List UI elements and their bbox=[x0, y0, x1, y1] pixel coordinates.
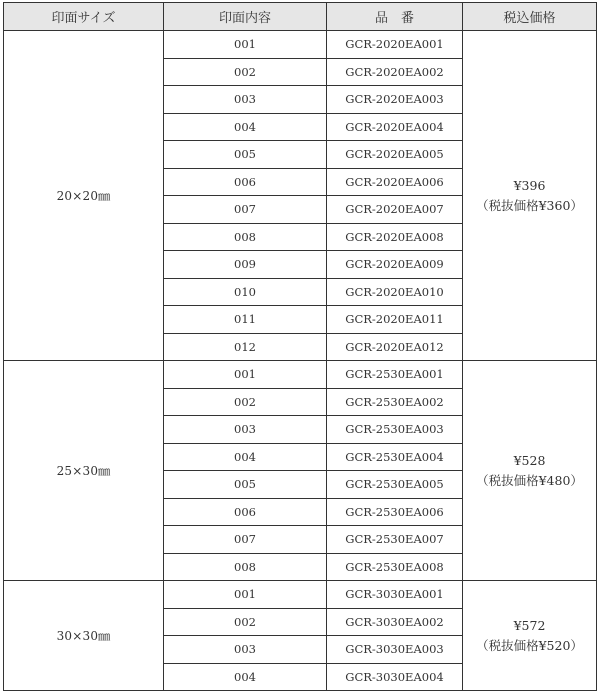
content-cell: 004 bbox=[164, 113, 327, 141]
size-cell: 30×30㎜ bbox=[4, 581, 164, 691]
price-incl-tax: ¥396 bbox=[513, 177, 546, 193]
price-incl-tax: ¥572 bbox=[513, 617, 546, 633]
content-cell: 003 bbox=[164, 416, 327, 444]
product-number-cell: GCR-2020EA004 bbox=[327, 113, 463, 141]
content-cell: 004 bbox=[164, 663, 327, 691]
product-number-cell: GCR-2020EA010 bbox=[327, 278, 463, 306]
product-number-cell: GCR-2530EA003 bbox=[327, 416, 463, 444]
table-body bbox=[4, 31, 597, 691]
content-cell: 002 bbox=[164, 58, 327, 86]
content-cell: 002 bbox=[164, 608, 327, 636]
header-price: 税込価格 bbox=[463, 3, 597, 31]
content-cell: 001 bbox=[164, 581, 327, 609]
price-excl-tax: （税抜価格¥520） bbox=[476, 637, 583, 653]
price-incl-tax: ¥528 bbox=[513, 452, 546, 468]
price-cell bbox=[463, 31, 597, 361]
table-row bbox=[4, 581, 597, 609]
header-size: 印面サイズ bbox=[4, 3, 164, 31]
table-row bbox=[4, 31, 597, 59]
content-cell: 002 bbox=[164, 388, 327, 416]
table-row bbox=[4, 361, 597, 389]
content-cell: 008 bbox=[164, 553, 327, 581]
content-cell: 007 bbox=[164, 196, 327, 224]
product-number-cell: GCR-2530EA007 bbox=[327, 526, 463, 554]
product-number-cell: GCR-3030EA001 bbox=[327, 581, 463, 609]
content-cell: 009 bbox=[164, 251, 327, 279]
product-number-cell: GCR-2020EA007 bbox=[327, 196, 463, 224]
content-cell: 010 bbox=[164, 278, 327, 306]
product-number-cell: GCR-2020EA001 bbox=[327, 31, 463, 59]
product-number-cell: GCR-2020EA002 bbox=[327, 58, 463, 86]
product-number-cell: GCR-2530EA004 bbox=[327, 443, 463, 471]
product-number-cell: GCR-2530EA006 bbox=[327, 498, 463, 526]
product-number-cell: GCR-3030EA002 bbox=[327, 608, 463, 636]
content-cell: 006 bbox=[164, 168, 327, 196]
header-product-number: 品 番 bbox=[327, 3, 463, 31]
product-number-cell: GCR-3030EA003 bbox=[327, 636, 463, 664]
product-number-cell: GCR-2530EA008 bbox=[327, 553, 463, 581]
product-number-cell: GCR-2020EA005 bbox=[327, 141, 463, 169]
content-cell: 003 bbox=[164, 86, 327, 114]
price-table bbox=[3, 2, 597, 691]
content-cell: 006 bbox=[164, 498, 327, 526]
size-cell: 20×20㎜ bbox=[4, 31, 164, 361]
price-cell bbox=[463, 361, 597, 581]
size-cell: 25×30㎜ bbox=[4, 361, 164, 581]
product-number-cell: GCR-2020EA009 bbox=[327, 251, 463, 279]
content-cell: 011 bbox=[164, 306, 327, 334]
product-number-cell: GCR-2530EA001 bbox=[327, 361, 463, 389]
price-table-container bbox=[3, 2, 596, 691]
content-cell: 003 bbox=[164, 636, 327, 664]
table-header-row bbox=[4, 3, 597, 31]
product-number-cell: GCR-2020EA011 bbox=[327, 306, 463, 334]
product-number-cell: GCR-2530EA005 bbox=[327, 471, 463, 499]
content-cell: 001 bbox=[164, 361, 327, 389]
content-cell: 008 bbox=[164, 223, 327, 251]
content-cell: 012 bbox=[164, 333, 327, 361]
content-cell: 004 bbox=[164, 443, 327, 471]
content-cell: 007 bbox=[164, 526, 327, 554]
product-number-cell: GCR-2020EA012 bbox=[327, 333, 463, 361]
product-number-cell: GCR-2020EA008 bbox=[327, 223, 463, 251]
product-number-cell: GCR-3030EA004 bbox=[327, 663, 463, 691]
price-excl-tax: （税抜価格¥480） bbox=[476, 472, 583, 488]
product-number-cell: GCR-2020EA003 bbox=[327, 86, 463, 114]
product-number-cell: GCR-2530EA002 bbox=[327, 388, 463, 416]
content-cell: 005 bbox=[164, 471, 327, 499]
content-cell: 001 bbox=[164, 31, 327, 59]
header-content: 印面内容 bbox=[164, 3, 327, 31]
price-cell bbox=[463, 581, 597, 691]
content-cell: 005 bbox=[164, 141, 327, 169]
price-excl-tax: （税抜価格¥360） bbox=[476, 197, 583, 213]
product-number-cell: GCR-2020EA006 bbox=[327, 168, 463, 196]
